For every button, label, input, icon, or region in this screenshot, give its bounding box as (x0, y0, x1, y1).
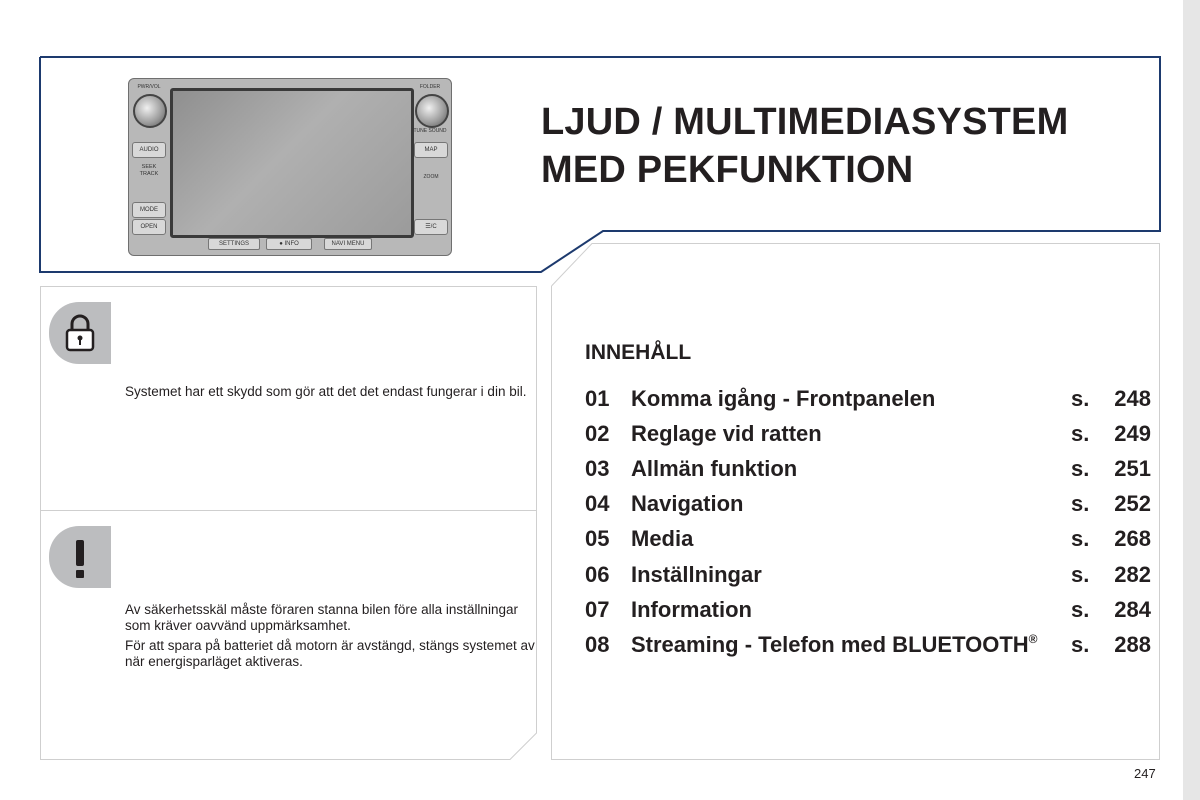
safety-note-text (125, 602, 535, 674)
toc-entry-label: Reglage vid ratten (631, 421, 822, 446)
toc-entry-page: 268 (1114, 526, 1151, 551)
seek-track-label: SEEK TRACK (139, 164, 159, 177)
toc-entry[interactable] (585, 526, 1155, 556)
device-back-button: ☰/C (414, 219, 448, 235)
toc-entry-number: 05 (585, 526, 610, 551)
safety-note-paragraph-2: För att spara på batteriet då motorn är avstängd, stängs systemet av när energisparläget aktiveras. (125, 638, 535, 669)
toc-entry[interactable] (585, 632, 1155, 662)
toc-entry[interactable] (585, 421, 1155, 451)
toc-entry-page: 251 (1114, 456, 1151, 481)
toc-entry-number: 01 (585, 386, 610, 411)
toc-entry[interactable] (585, 456, 1155, 486)
toc-heading: INNEHÅLL (585, 341, 692, 364)
toc-page-prefix: s. (1071, 526, 1090, 551)
security-note-paragraph: Systemet har ett skydd som gör att det det endast fungerar i din bil. (125, 384, 527, 399)
knob-right-label: FOLDER (419, 84, 441, 90)
toc-page-prefix: s. (1071, 456, 1090, 481)
toc-page-prefix: s. (1071, 421, 1090, 446)
toc-entry-label: Komma igång - Frontpanelen (631, 386, 936, 411)
toc-entry-page: 284 (1114, 597, 1151, 622)
tune-sound-label: TUNE SOUND (413, 128, 447, 134)
toc-entry-page: 249 (1114, 421, 1151, 446)
device-open-button: OPEN (132, 219, 166, 235)
toc-page-prefix: s. (1071, 386, 1090, 411)
toc-page-prefix: s. (1071, 632, 1090, 657)
toc-entry-label: Streaming - Telefon med BLUETOOTH (631, 632, 1029, 657)
device-mode-button: MODE (132, 202, 166, 218)
device-audio-button: AUDIO (132, 142, 166, 158)
toc-page-prefix: s. (1071, 562, 1090, 587)
warning-exclamation-icon (49, 526, 111, 588)
toc-entry[interactable] (585, 491, 1155, 521)
safety-note-paragraph-1: Av säkerhetsskäl måste föraren stanna bilen före alla inställningar som kräver oavvänd uppmärksamhet. (125, 602, 518, 633)
toc-entry-page: 252 (1114, 491, 1151, 516)
toc-entry-number: 08 (585, 632, 610, 657)
toc-entry-label: Inställningar (631, 562, 762, 587)
title-line-2: MED PEKFUNKTION (541, 149, 914, 191)
warning-icon-box (49, 526, 111, 588)
security-note (40, 286, 536, 510)
device-info-button: ● INFO (266, 238, 312, 250)
title-line-1: LJUD / MULTIMEDIASYSTEM (541, 101, 1069, 143)
toc-entry[interactable] (585, 386, 1155, 416)
device-navi-menu-button: NAVI MENU (324, 238, 372, 250)
toc-entry-page: 282 (1114, 562, 1151, 587)
toc-entry-label: Navigation (631, 491, 744, 516)
toc-page-prefix: s. (1071, 597, 1090, 622)
toc-page-prefix: s. (1071, 491, 1090, 516)
toc-entry-number: 02 (585, 421, 610, 446)
toc-entry-number: 07 (585, 597, 610, 622)
device-map-button: MAP (414, 142, 448, 158)
toc-entry-number: 04 (585, 491, 610, 516)
toc-entry-number: 06 (585, 562, 610, 587)
toc-entry[interactable] (585, 562, 1155, 592)
toc-entry-page: 248 (1114, 386, 1151, 411)
registered-mark: ® (1028, 632, 1038, 646)
safety-note (40, 510, 536, 759)
toc-entry-label: Media (631, 526, 694, 551)
padlock-icon (49, 302, 111, 364)
knob-left-label: PWR/VOL (137, 84, 161, 90)
toc-entry[interactable] (585, 597, 1155, 627)
padlock-icon-box (49, 302, 111, 364)
device-settings-button: SETTINGS (208, 238, 260, 250)
security-note-text (125, 384, 535, 404)
toc-entry-number: 03 (585, 456, 610, 481)
toc-entry-label-wrap (631, 632, 1038, 658)
zoom-label: ZOOM (423, 174, 439, 180)
page-number: 247 (1134, 766, 1156, 781)
toc-entry-page: 288 (1114, 632, 1151, 657)
toc-entry-label: Information (631, 597, 752, 622)
toc-entry-label: Allmän funktion (631, 456, 798, 481)
